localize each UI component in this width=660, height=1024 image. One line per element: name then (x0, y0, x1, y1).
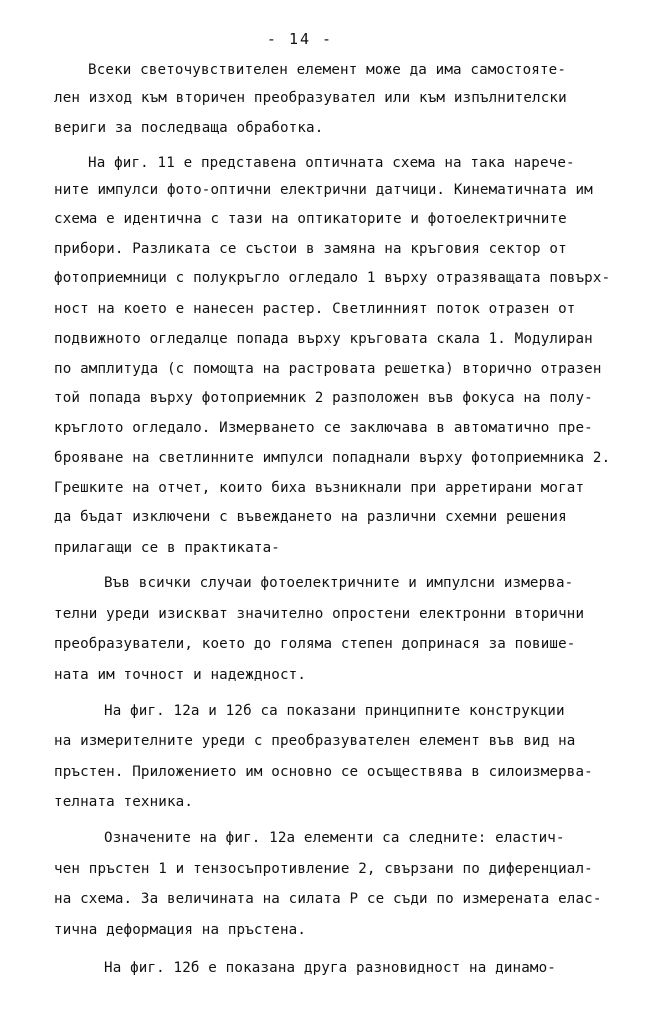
text-line: Във всички случаи фотоелектричните и импулсни измерва- (104, 575, 574, 591)
text-line: преобразуватели, което до голяма степен допринася за повише- (54, 636, 576, 652)
text-line: на схема. За величината на силата Р се съди по измерената елас- (54, 891, 602, 907)
text-line: вериги за последваща обработка. (54, 120, 324, 136)
text-line: по амплитуда (с помощта на растровата решетка) вторично отразен (54, 361, 602, 377)
text-line: пръстен. Приложението им основно се осъществява в силоизмерва- (54, 764, 593, 780)
text-line: Означените на фиг. 12а елементи са следните: еластич- (104, 830, 565, 846)
text-line: Грешките на отчет, които биха възникнали при арретирани могат (54, 480, 585, 496)
text-line: прибори. Разликата се състои в замяна на кръговия сектор от (54, 241, 567, 257)
text-line: чен пръстен 1 и тензосъпротивление 2, свързани по диференциал- (54, 861, 593, 877)
text-line: прилагащи се в практиката- (54, 540, 280, 556)
text-line: брояване на светлинните импулси попаднали върху фотоприемника 2. (54, 450, 611, 466)
text-line: Всеки светочувствителен елемент може да има самостояте- (88, 62, 567, 78)
text-line: тична деформация на пръстена. (54, 922, 307, 938)
text-line: подвижното огледалце попада върху кръговата скала 1. Модулиран (54, 331, 593, 347)
text-line: да бъдат изключени с въвеждането на различни схемни решения (54, 509, 567, 525)
text-line: На фиг. 12б е показана друга разновидност на динамо- (104, 960, 556, 976)
text-line: схема е идентична с тази на оптикаторите и фотоелектричните (54, 211, 567, 227)
text-line: телната техника. (54, 794, 194, 810)
text-line: ните импулси фото-оптични електрични датчици. Кинематичната им (54, 182, 593, 198)
text-line: фотоприемници с полукръгло огледало 1 върху отразяващата повърх- (54, 270, 611, 286)
text-line: ната им точност и надеждност. (54, 667, 307, 683)
text-line: На фиг. 11 е представена оптичната схема на така нарече- (88, 155, 575, 171)
text-line: той попада върху фотоприемник 2 разположен във фокуса на полу- (54, 390, 593, 406)
text-line: лен изход към вторичен преобразувател или към изпълнителски (54, 90, 567, 106)
text-line: ност на което е нанесен растер. Светлинният поток отразен от (54, 301, 576, 317)
page-number: - 14 - (266, 30, 334, 48)
text-line: На фиг. 12а и 12б са показани принципните конструкции (104, 703, 565, 719)
text-line: на измерителните уреди с преобразувателен елемент във вид на (54, 733, 576, 749)
text-line: кръглото огледало. Измерването се заключава в автоматично пре- (54, 420, 593, 436)
text-line: телни уреди изискват значително опростени електронни вторични (54, 606, 585, 622)
